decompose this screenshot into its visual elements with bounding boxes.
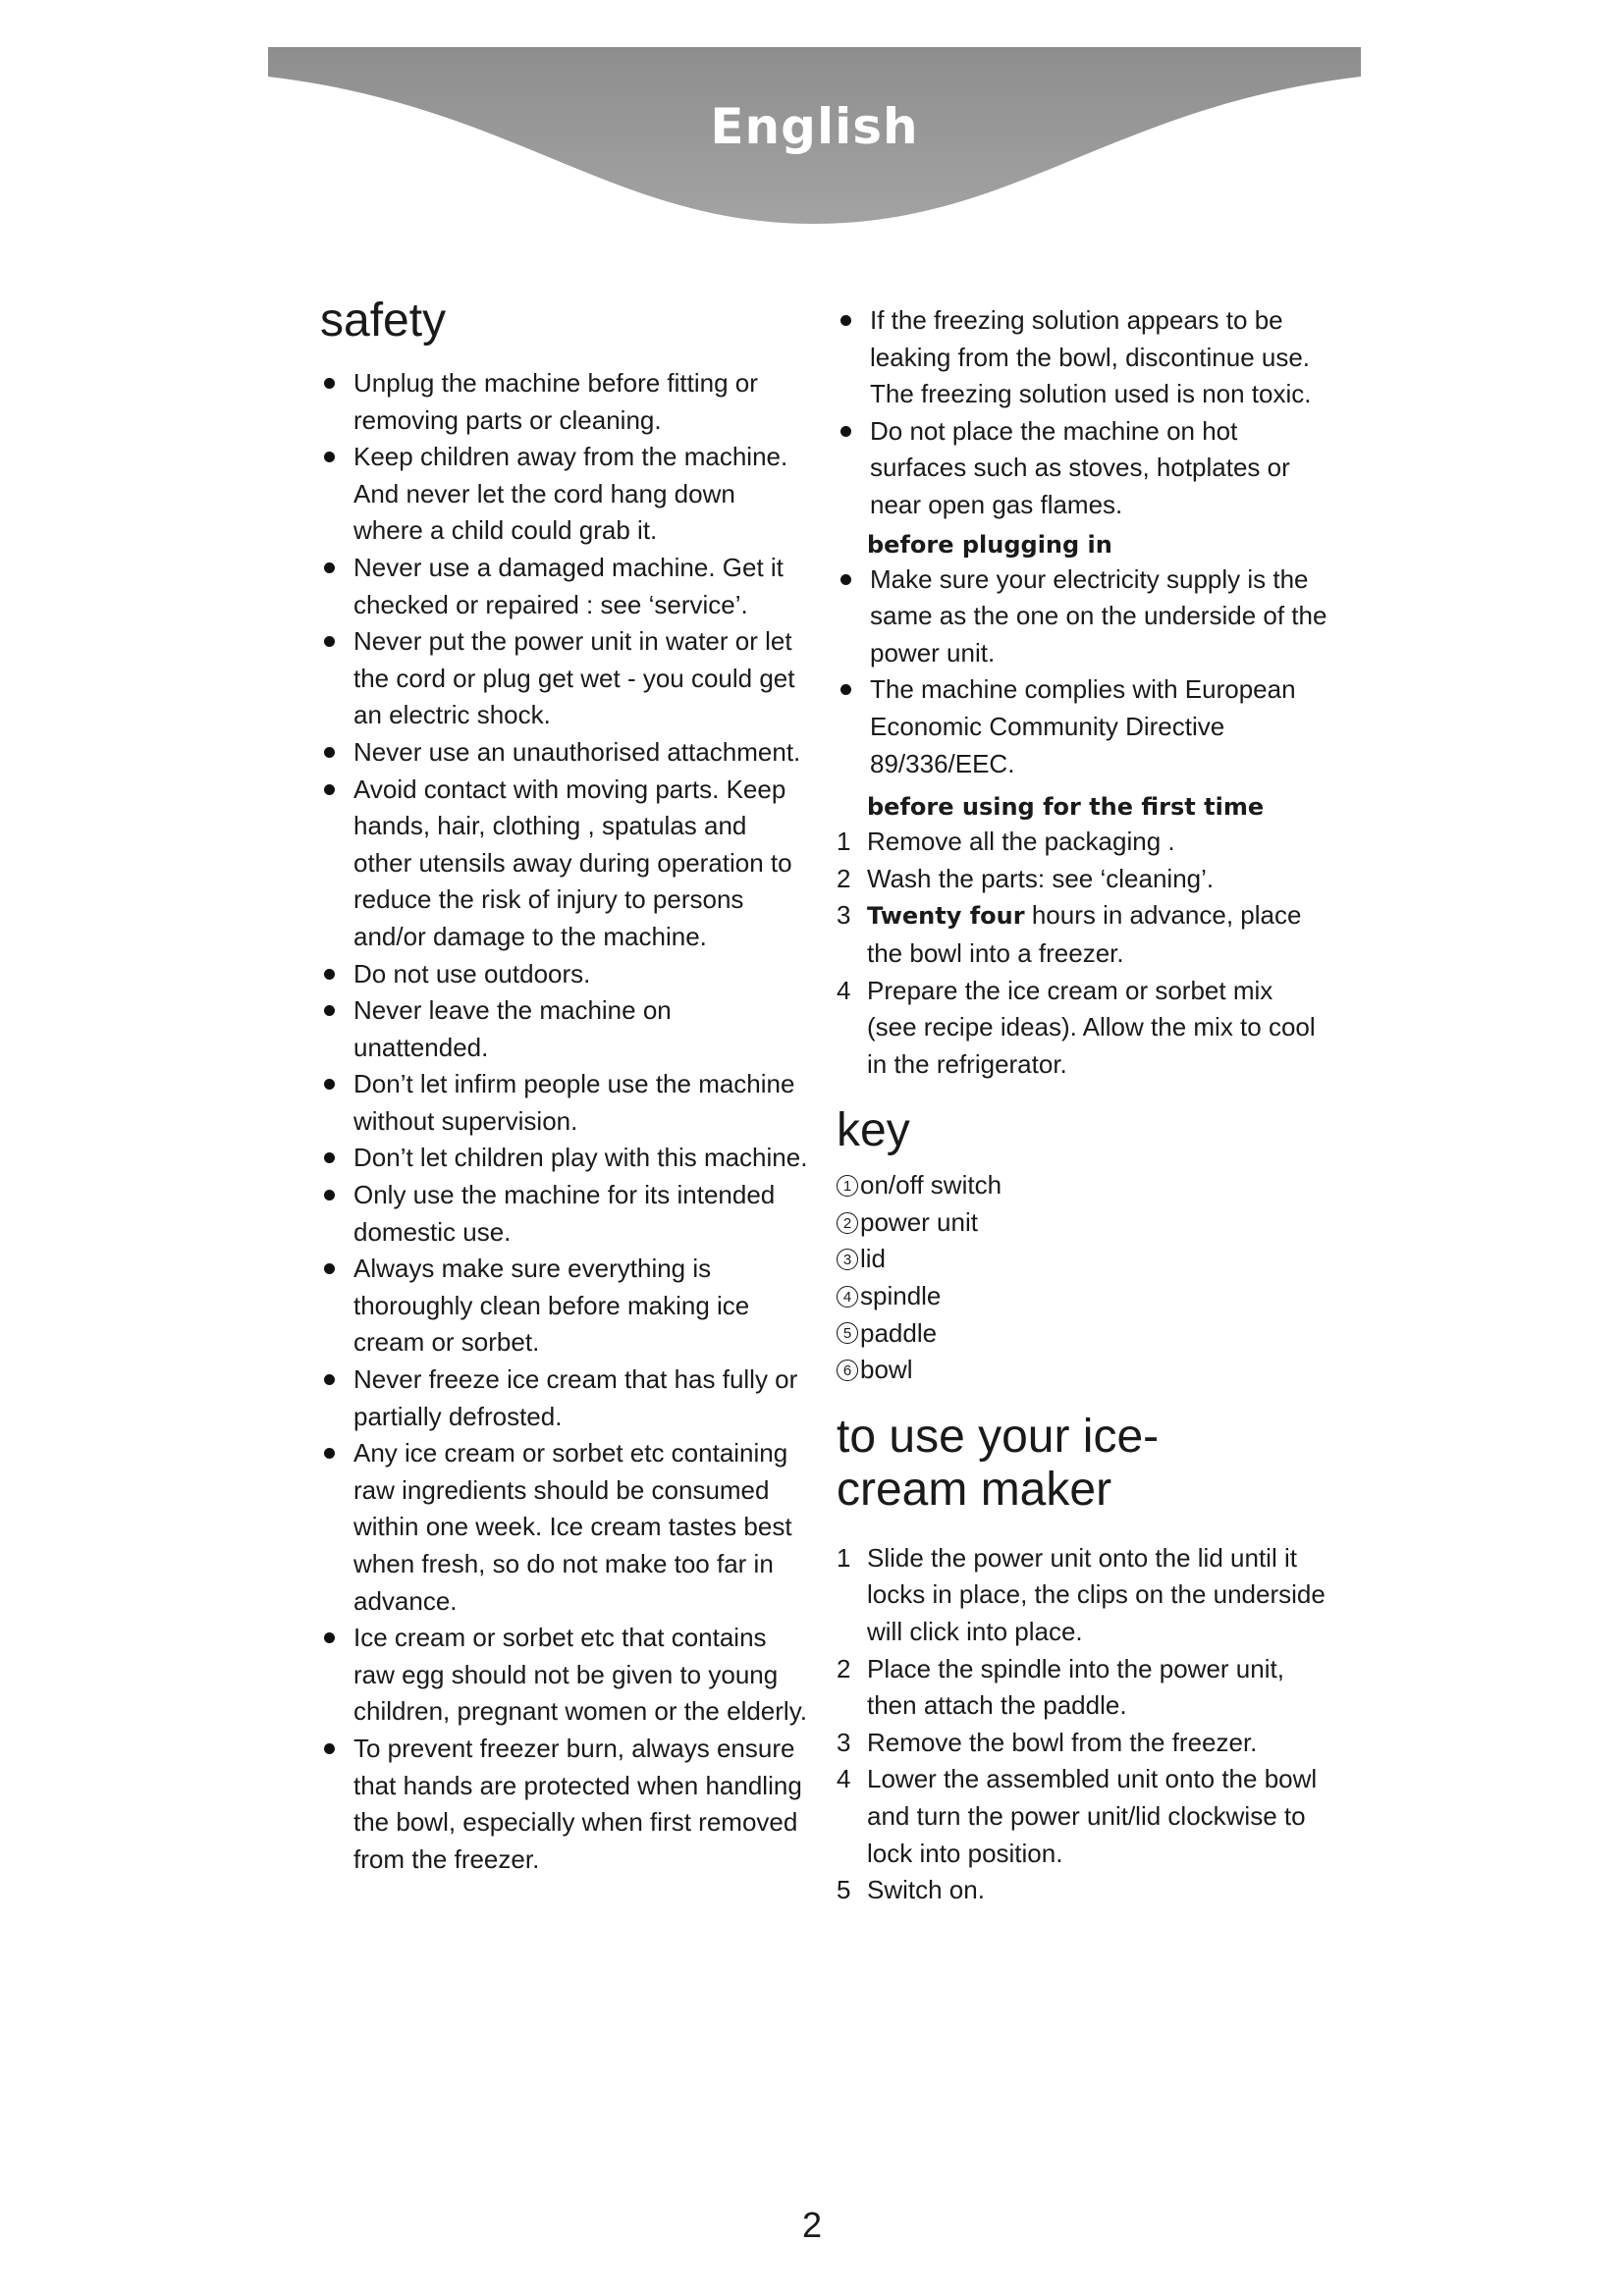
step-text: Place the spindle into the power unit, then attach the paddle.	[867, 1653, 1284, 1721]
list-item: Make sure your electricity supply is the same as the one on the underside of the power unit.	[837, 561, 1327, 672]
list-item: Only use the machine for its intended domestic use.	[320, 1177, 811, 1251]
key-number-badge: 4	[837, 1286, 858, 1308]
key-label: bowl	[860, 1355, 913, 1385]
step-item	[837, 1540, 1327, 1651]
key-heading: key	[837, 1104, 910, 1157]
step-text: Switch on.	[867, 1875, 985, 1905]
before-plugging-heading: before plugging in	[867, 530, 1112, 559]
step-item	[837, 1761, 1327, 1872]
step-text: Prepare the ice cream or sorbet mix (see recipe ideas). Allow the mix to cool in the refrigerator.	[867, 975, 1316, 1079]
safety-list-continued	[837, 302, 1327, 524]
step-item	[837, 1872, 1327, 1909]
step-number: 1	[837, 1542, 851, 1573]
step-item	[837, 973, 1327, 1084]
key-list	[837, 1167, 1327, 1389]
step-text: hours in advance, place the bowl into a freezer.	[867, 900, 1302, 968]
step-text: Lower the assembled unit onto the bowl and turn the power unit/lid clockwise to lock into position.	[867, 1764, 1318, 1868]
safety-heading: safety	[320, 294, 447, 347]
before-first-use-heading: before using for the first time	[867, 793, 1265, 822]
list-item: Never freeze ice cream that has fully or partially defrosted.	[320, 1362, 811, 1435]
list-item: To prevent freezer burn, always ensure that hands are protected when handling the bowl, especially when first removed from the freezer.	[320, 1731, 811, 1878]
list-item: The machine complies with European Economic Community Directive 89/336/EEC.	[837, 671, 1327, 782]
key-number-badge: 3	[837, 1249, 858, 1270]
step-item	[837, 1651, 1327, 1725]
page-title: English	[710, 98, 919, 155]
step-number: 3	[837, 1727, 851, 1757]
to-use-heading: to use your ice-cream maker	[837, 1410, 1160, 1516]
key-item	[837, 1278, 1327, 1315]
list-item: Avoid contact with moving parts. Keep hands, hair, clothing , spatulas and other utensils away during operation to reduce the risk of injury to persons and/or damage to the machine.	[320, 772, 811, 956]
key-number-badge: 5	[837, 1322, 858, 1344]
step-text: Slide the power unit onto the lid until it locks in place, the clips on the underside will click into place.	[867, 1542, 1326, 1647]
right-column	[837, 302, 1327, 1909]
to-use-steps	[837, 1540, 1327, 1909]
left-column	[320, 294, 811, 1878]
step-item	[837, 861, 1327, 898]
step-text: Remove all the packaging .	[867, 827, 1175, 857]
step-number: 5	[837, 1875, 851, 1905]
step-emphasis: Twenty four	[867, 902, 1025, 931]
list-item: Never use an unauthorised attachment.	[320, 734, 811, 772]
step-text: Remove the bowl from the freezer.	[867, 1727, 1258, 1757]
key-item	[837, 1315, 1327, 1353]
key-label: on/off switch	[860, 1170, 1002, 1201]
step-number: 4	[837, 975, 851, 1005]
key-item	[837, 1204, 1327, 1242]
list-item: Always make sure everything is thoroughly clean before making ice cream or sorbet.	[320, 1251, 811, 1362]
step-number: 2	[837, 1653, 851, 1683]
header-banner	[268, 47, 1361, 234]
key-label: spindle	[860, 1281, 942, 1311]
list-item: Do not place the machine on hot surfaces such as stoves, hotplates or near open gas flames.	[837, 413, 1327, 524]
key-number-badge: 6	[837, 1360, 858, 1381]
step-text: Wash the parts: see ‘cleaning’.	[867, 863, 1215, 893]
list-item: Never leave the machine on unattended.	[320, 992, 811, 1066]
list-item: Keep children away from the machine. And never let the cord hang down where a child could grab it.	[320, 439, 811, 550]
key-label: power unit	[860, 1206, 978, 1237]
list-item: Don’t let infirm people use the machine without supervision.	[320, 1066, 811, 1140]
key-item	[837, 1167, 1327, 1204]
list-item: Ice cream or sorbet etc that contains raw egg should not be given to young children, pregnant women or the elderly.	[320, 1620, 811, 1731]
key-label: lid	[860, 1244, 887, 1274]
step-number: 4	[837, 1764, 851, 1794]
key-number-badge: 1	[837, 1175, 858, 1197]
list-item: Do not use outdoors.	[320, 956, 811, 993]
step-item	[837, 1725, 1327, 1762]
key-number-badge: 2	[837, 1212, 858, 1234]
step-item	[837, 897, 1327, 972]
list-item: Never use a damaged machine. Get it checked or repaired : see ‘service’.	[320, 550, 811, 623]
before-first-use-steps	[837, 824, 1327, 1083]
list-item: Never put the power unit in water or let the cord or plug get wet - you could get an electric shock.	[320, 623, 811, 734]
key-item	[837, 1352, 1327, 1389]
safety-list	[320, 365, 811, 1878]
step-number: 1	[837, 827, 851, 857]
step-number: 2	[837, 863, 851, 893]
list-item: Don’t let children play with this machine.	[320, 1140, 811, 1177]
key-label: paddle	[860, 1317, 938, 1348]
list-item: Any ice cream or sorbet etc containing raw ingredients should be consumed within one week. Ice cream tastes best when fresh, so do not make too far in advance.	[320, 1435, 811, 1620]
key-item	[837, 1241, 1327, 1278]
step-item	[837, 824, 1327, 861]
before-plugging-list	[837, 561, 1327, 783]
list-item: If the freezing solution appears to be leaking from the bowl, discontinue use. The freezing solution used is non toxic.	[837, 302, 1327, 413]
list-item: Unplug the machine before fitting or removing parts or cleaning.	[320, 365, 811, 439]
page-number: 2	[801, 2205, 823, 2245]
step-number: 3	[837, 900, 851, 931]
